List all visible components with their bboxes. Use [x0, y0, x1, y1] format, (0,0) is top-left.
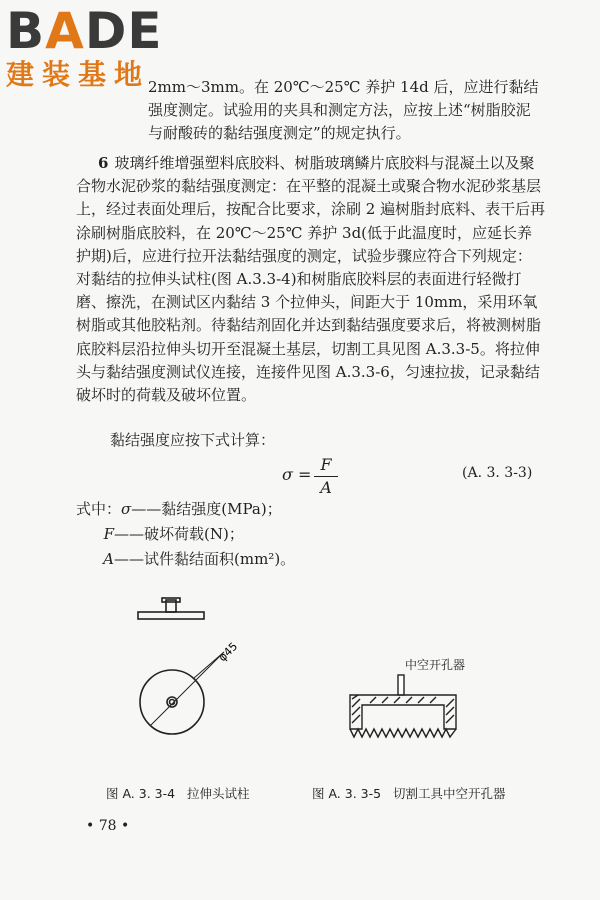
formula-numerator: F	[320, 455, 332, 474]
equation-number: (A. 3. 3-3)	[462, 465, 533, 481]
definition-row: 式中：σ——黏结强度(MPa)；	[76, 500, 282, 518]
figure2-caption: 图 A. 3. 3-5 切割工具中空开孔器	[312, 786, 506, 801]
pull-head-top-view	[140, 670, 204, 734]
formula-lhs: σ =	[282, 465, 312, 484]
paragraph-continuation: 2mm～3mm。在 20℃～25℃ 养护 14d 后，应进行黏结强度测定。试验用的夹具和测定方法，应按上述“树脂胶泥与耐酸砖的黏结强度测定”的规定执行。	[148, 78, 539, 143]
definition-row: A——试件黏结面积(mm²)。	[103, 550, 296, 568]
paragraph-item-6	[76, 152, 546, 407]
logo-tagline: 建装基地	[6, 58, 151, 91]
formula-intro: 黏结强度应按下式计算：	[110, 431, 276, 449]
dimension-label: φ45	[215, 639, 241, 665]
hollow-cutter-drawing	[350, 675, 456, 737]
tool-label: 中空开孔器	[405, 658, 466, 672]
definition-row: F——破坏荷载(N)；	[103, 525, 244, 543]
formula-denominator: A	[320, 478, 332, 497]
item-number: 6	[98, 154, 109, 172]
page-number: • 78 •	[86, 818, 130, 834]
dimension-line	[150, 652, 224, 726]
logo-wordmark: BADE	[6, 2, 163, 60]
item-text: 玻璃纤维增强塑料底胶料、树脂玻璃鳞片底胶料与混凝土以及聚合物水泥砂浆的黏结强度测定：在平整的混凝土或聚合物水泥砂浆基层上，经过表面处理后，按配合比要求，涂刷 2 遍树脂封底料、表干后再涂刷树脂底胶料，在 20℃～25℃ 养护 3d(低于此温度时，应延长养护期)后，应进行拉开法黏结强度的测定，试验步骤应符合下列规定：对黏结的拉伸头试柱(图 A.3.3-4)和树脂底胶料层的表面进行轻微打磨、擦洗，在测试区内黏结 3 个拉伸头，间距大于 10mm，采用环氧树脂或其他胶粘剂。待黏结剂固化并达到黏结强度要求后，将被测树脂底胶料层沿拉伸头切开至混凝土基层，切割工具见图 A.3.3-5。将拉伸头与黏结强度测试仪连接，连接件见图 A.3.3-6，匀速拉拔，记录黏结破坏时的荷载及破坏位置。	[76, 154, 546, 405]
pull-head-side-view	[138, 598, 204, 619]
figure-pull-head	[120, 590, 270, 770]
definitions-lead: 式中：	[76, 500, 122, 518]
definitions	[76, 497, 295, 572]
figure-hollow-cutter	[340, 665, 470, 755]
figure1-caption: 图 A. 3. 3-4 拉伸头试柱	[106, 786, 250, 801]
formula-fraction	[314, 455, 338, 498]
